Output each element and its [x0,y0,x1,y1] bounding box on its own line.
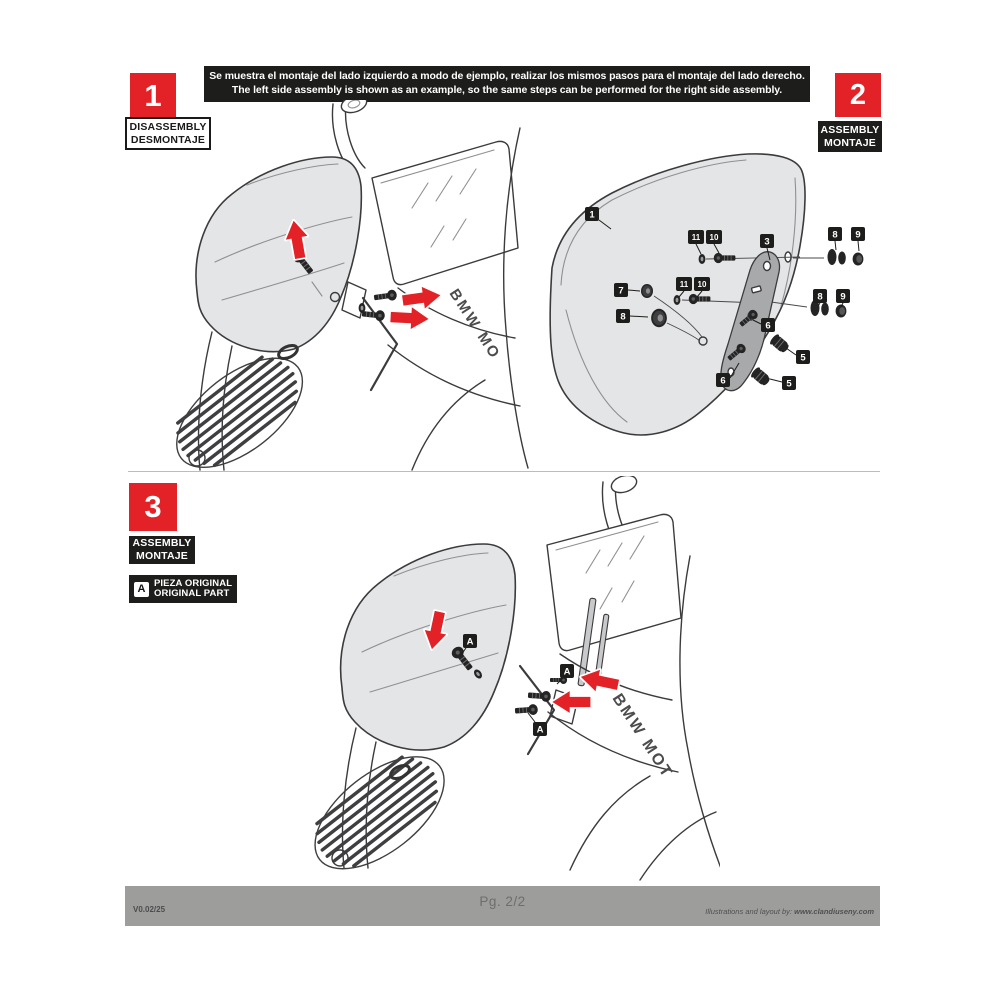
part-tag: 5 [800,352,806,364]
step-2-label-en: ASSEMBLY [820,123,880,136]
original-part-tag: A [466,636,474,648]
version-number: V0.02/25 [133,905,166,914]
banner-line-english: The left side assembly is shown as an example, so the same steps can be performed for the right side assembly. [231,83,783,96]
washer [359,303,366,313]
footboard-grille [296,735,464,882]
part-tag: 10 [697,280,707,289]
wellnut-part-5 [769,333,791,355]
screw-right-upper [373,289,397,303]
step-2-label-es: MONTAJE [824,136,876,149]
assembly-illustration [290,476,720,882]
step-1-number: 1 [144,77,162,113]
step-2-number-badge [835,73,881,117]
step-3-label-es: MONTAJE [136,550,188,562]
credit-text: Illustrations and layout by: www.clandiuseny.com [705,907,874,916]
part-tag: 11 [691,233,701,242]
removal-arrow-right-2 [390,306,429,330]
part-tag: 8 [817,291,823,303]
wind-deflector [196,157,361,352]
step-2-number: 2 [849,78,867,111]
part-tag: 7 [618,285,624,297]
windshield [372,141,518,284]
step-3-number: 3 [144,489,162,524]
step-3-label-en: ASSEMBLY [132,537,192,549]
original-screw-right-lower [515,704,538,716]
original-part-legend [129,575,237,603]
original-part-a-icon: A [134,582,149,597]
part-tag: 8 [832,229,838,241]
bmw-brand-text: BMW MOT [608,690,676,782]
page-number: Pg. 2/2 [479,894,526,909]
wind-deflector [341,544,516,750]
part-tag: 10 [709,233,719,242]
footer-bar [125,886,880,926]
part-tag: 6 [765,320,771,332]
grommet-part-7 [641,284,653,298]
part-tag: 9 [855,229,861,241]
bmw-brand-text: BMW MO [445,285,504,363]
step-3-number-badge [129,483,177,531]
footboard-grille [158,337,321,472]
banner-line-spanish: Se muestra el montaje del lado izquierdo a modo de ejemplo, realizar los mismos pasos para el montaje del lado derecho. [209,70,805,82]
grommet-part-8 [651,309,667,327]
part-tag: 3 [764,236,770,248]
credit-url: www.clandiuseny.com [794,907,874,916]
removal-arrow-right-1 [401,284,442,311]
original-part-legend-text: PIEZA ORIGINAL ORIGINAL PART [154,577,233,599]
original-part-tag: A [536,724,544,736]
washer-part-11 [699,254,706,264]
disassembly-illustration [125,100,545,472]
step-1-label-es: DESMONTAJE [130,133,206,146]
step-1-label-en: DISASSEMBLY [129,120,207,133]
step-3-label-box [129,536,195,564]
part-tag: 6 [720,375,726,387]
exploded-assembly-illustration [540,140,890,452]
part-tag: 8 [620,311,626,323]
part-tag: 5 [786,378,792,390]
part-tag: 1 [589,209,595,221]
part-tag: 11 [679,280,689,289]
original-part-tag: A [563,666,571,678]
part-tag: 9 [840,291,846,303]
example-note-banner [204,66,810,102]
windshield [547,514,681,650]
grommet-nut-stack-upper [828,249,864,266]
